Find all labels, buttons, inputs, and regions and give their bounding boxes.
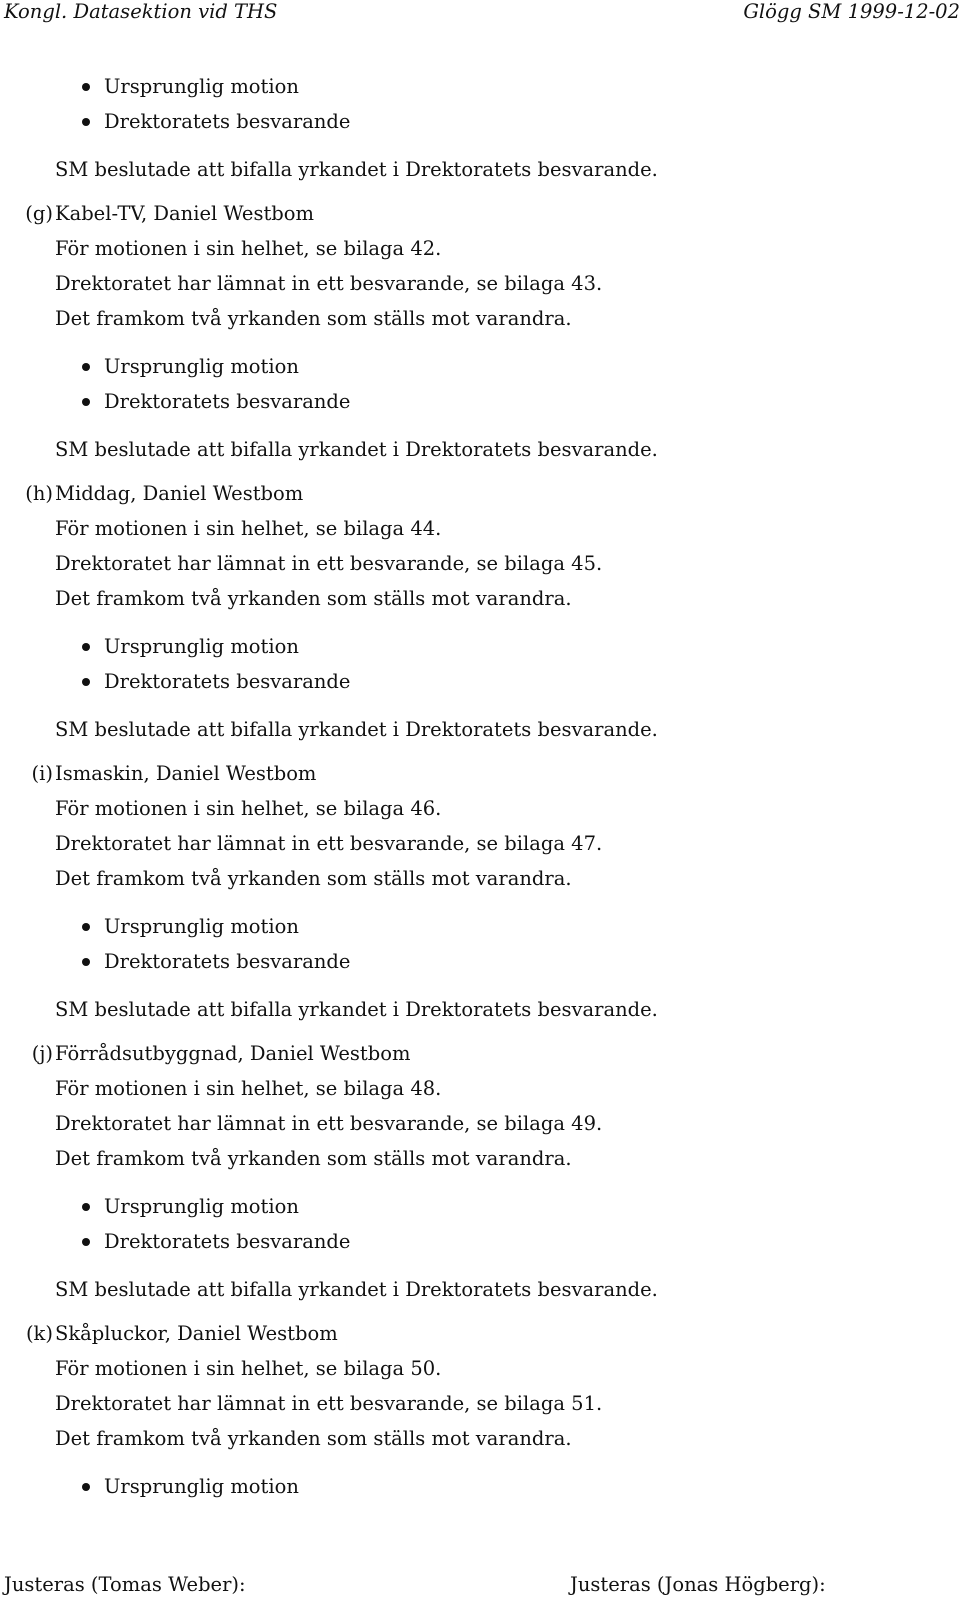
item-title: Skåpluckor, Daniel Westbom: [55, 1322, 338, 1345]
list-item: Drektoratets besvarande: [104, 110, 351, 133]
decision-text: SM beslutade att bifalla yrkandet i Drektoratets besvarande.: [55, 158, 658, 181]
page-header-right: Glögg SM 1999-12-02: [743, 0, 960, 23]
item-label: (j): [31, 1042, 53, 1065]
bullet-icon: [82, 83, 90, 91]
body-line: Drektoratet har lämnat in ett besvarande, se bilaga 45.: [55, 552, 603, 575]
bullet-icon: [82, 363, 90, 371]
bullet-icon: [82, 923, 90, 931]
list-item: Ursprunglig motion: [104, 355, 299, 378]
item-title: Ismaskin, Daniel Westbom: [55, 762, 317, 785]
bullet-icon: [82, 1238, 90, 1246]
item-title: Förrådsutbyggnad, Daniel Westbom: [55, 1042, 411, 1065]
body-line: För motionen i sin helhet, se bilaga 46.: [55, 797, 442, 820]
body-line: Det framkom två yrkanden som ställs mot varandra.: [55, 1147, 572, 1170]
list-item: Drektoratets besvarande: [104, 950, 351, 973]
body-line: För motionen i sin helhet, se bilaga 50.: [55, 1357, 442, 1380]
item-label: (i): [31, 762, 53, 785]
body-line: Drektoratet har lämnat in ett besvarande, se bilaga 51.: [55, 1392, 603, 1415]
bullet-icon: [82, 643, 90, 651]
body-line: För motionen i sin helhet, se bilaga 42.: [55, 237, 442, 260]
list-item: Drektoratets besvarande: [104, 1230, 351, 1253]
decision-text: SM beslutade att bifalla yrkandet i Drektoratets besvarande.: [55, 438, 658, 461]
item-title: Middag, Daniel Westbom: [55, 482, 304, 505]
list-item: Ursprunglig motion: [104, 635, 299, 658]
signature-right: Justeras (Jonas Högberg):: [570, 1573, 826, 1596]
bullet-icon: [82, 1483, 90, 1491]
list-item: Ursprunglig motion: [104, 1195, 299, 1218]
list-item: Ursprunglig motion: [104, 75, 299, 98]
bullet-icon: [82, 398, 90, 406]
list-item: Ursprunglig motion: [104, 1475, 299, 1498]
item-label: (g): [25, 202, 53, 225]
bullet-icon: [82, 958, 90, 966]
body-line: Drektoratet har lämnat in ett besvarande, se bilaga 43.: [55, 272, 603, 295]
page-header-left: Kongl. Datasektion vid THS: [4, 0, 278, 23]
list-item: Drektoratets besvarande: [104, 390, 351, 413]
item-label: (k): [25, 1322, 53, 1345]
body-line: För motionen i sin helhet, se bilaga 44.: [55, 517, 442, 540]
item-title: Kabel-TV, Daniel Westbom: [55, 202, 315, 225]
body-line: Det framkom två yrkanden som ställs mot varandra.: [55, 867, 572, 890]
decision-text: SM beslutade att bifalla yrkandet i Drektoratets besvarande.: [55, 998, 658, 1021]
bullet-icon: [82, 678, 90, 686]
list-item: Drektoratets besvarande: [104, 670, 351, 693]
decision-text: SM beslutade att bifalla yrkandet i Drektoratets besvarande.: [55, 718, 658, 741]
body-line: Det framkom två yrkanden som ställs mot varandra.: [55, 587, 572, 610]
decision-text: SM beslutade att bifalla yrkandet i Drektoratets besvarande.: [55, 1278, 658, 1301]
body-line: Drektoratet har lämnat in ett besvarande, se bilaga 47.: [55, 832, 603, 855]
bullet-icon: [82, 118, 90, 126]
body-line: Drektoratet har lämnat in ett besvarande, se bilaga 49.: [55, 1112, 603, 1135]
body-line: Det framkom två yrkanden som ställs mot varandra.: [55, 1427, 572, 1450]
body-line: För motionen i sin helhet, se bilaga 48.: [55, 1077, 442, 1100]
list-item: Ursprunglig motion: [104, 915, 299, 938]
body-line: Det framkom två yrkanden som ställs mot varandra.: [55, 307, 572, 330]
bullet-icon: [82, 1203, 90, 1211]
item-label: (h): [25, 482, 53, 505]
signature-left: Justeras (Tomas Weber):: [4, 1573, 246, 1596]
